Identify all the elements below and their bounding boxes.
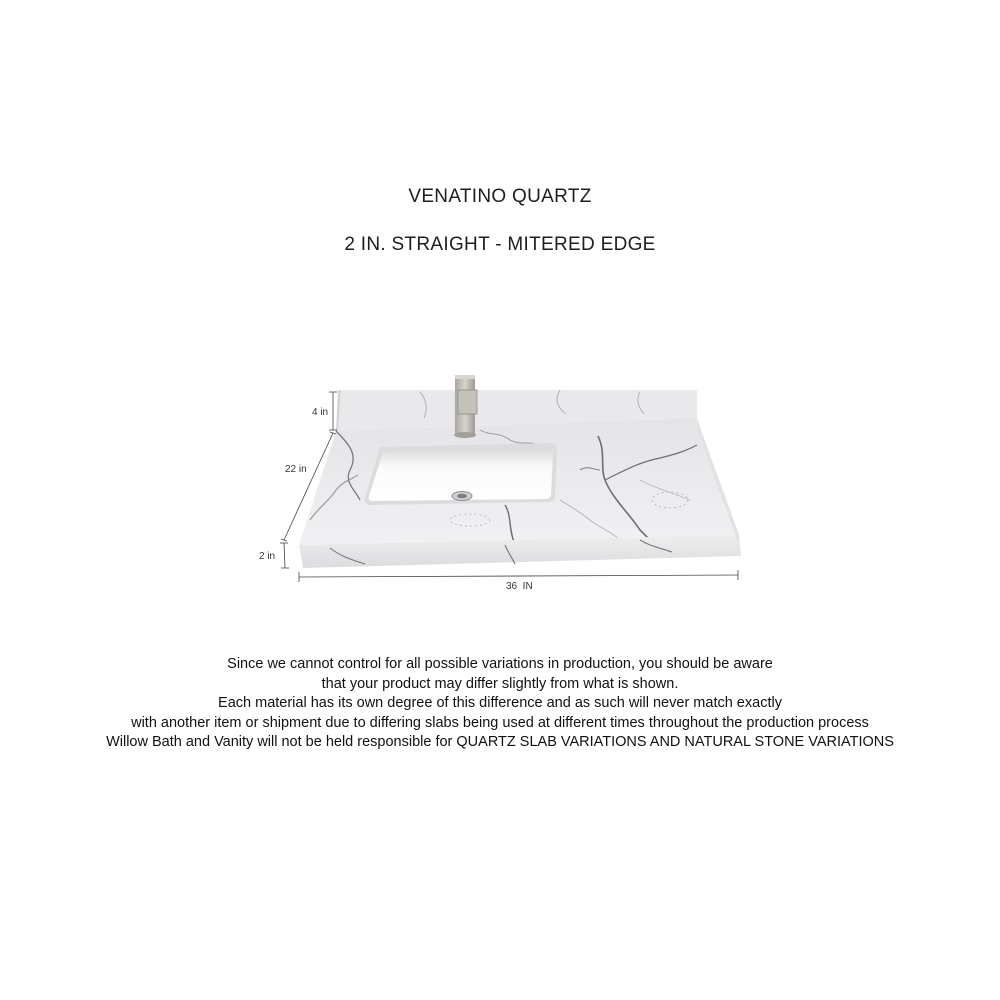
faucet-icon [454, 375, 477, 438]
thickness-label: 2 in [259, 551, 276, 562]
edge-type-title: 2 IN. STRAIGHT - MITERED EDGE [344, 234, 656, 255]
disclaimer-line: Willow Bath and Vanity will not be held responsible for QUARTZ SLAB VARIATIONS AND NATURAL STONE VARIATIONS [106, 734, 894, 750]
undermount-sink [365, 443, 557, 505]
backsplash-height-label: 4 in [312, 407, 329, 418]
product-material-title: VENATINO QUARTZ [408, 186, 592, 207]
disclaimer-line: that your product may differ slightly from what is shown. [321, 675, 679, 692]
disclaimer-line: Each material has its own degree of this difference and as such will never match exactly [218, 695, 782, 711]
depth-label: 22 in [285, 464, 307, 475]
variation-disclaimer [0, 655, 1000, 753]
drain-icon [452, 492, 472, 501]
disclaimer-line: with another item or shipment due to differing slabs being used at different times throughout the production process [131, 714, 869, 731]
disclaimer-line: Since we cannot control for all possible variations in production, you should be aware [227, 656, 773, 672]
vanity-top-diagram [0, 360, 1000, 600]
width-label: 36 IN [506, 581, 533, 592]
